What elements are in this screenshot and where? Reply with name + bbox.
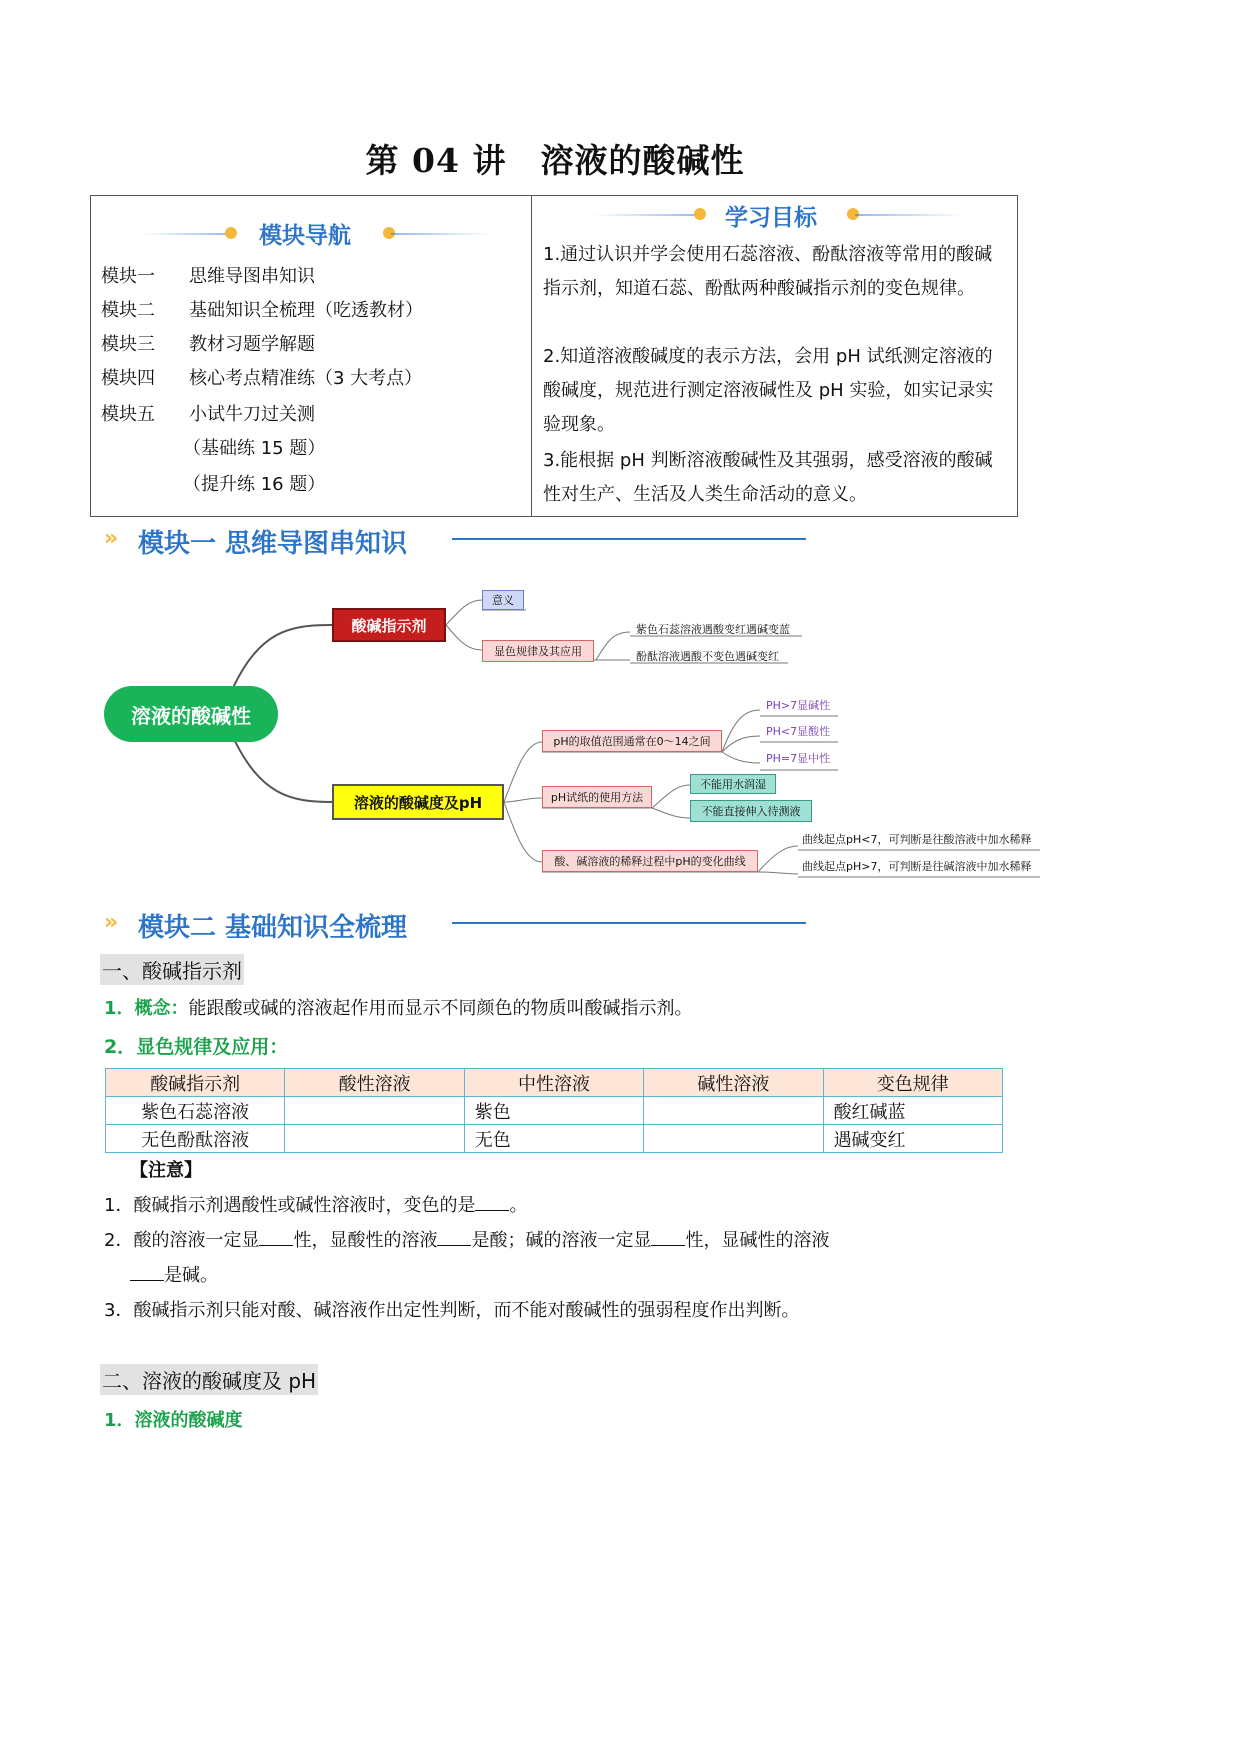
- section1-heading: 一、酸碱指示剂: [100, 954, 244, 985]
- mindmap-leaf-ph-lt7: PH<7显酸性: [766, 725, 831, 738]
- mindmap-leaf-acid-dilution: 曲线起点pH<7，可判断是往酸溶液中加水稀释: [802, 833, 1032, 846]
- table-cell: 遇碱变红: [823, 1125, 1002, 1153]
- module2-rule: [452, 922, 806, 924]
- mindmap-leaf-litmus: 紫色石蕊溶液遇酸变红遇碱变蓝: [636, 623, 790, 636]
- table-header: 酸碱指示剂: [106, 1069, 285, 1097]
- mindmap-leaf-no-insert: 不能直接伸入待测液: [690, 800, 812, 822]
- table-cell: [644, 1125, 823, 1153]
- color-rule-label: 2．显色规律及应用：: [104, 1036, 289, 1058]
- table-cell: 紫色: [464, 1097, 643, 1125]
- nav-value-4: 核心考点精准练（3 大考点）: [189, 368, 423, 389]
- goal-item-3: 3.能根据 pH 判断溶液酸碱性及其强弱，感受溶液的酸碱性对生产、生活及人类生命活动的意义。: [543, 450, 993, 505]
- nav-header: 模块导航: [259, 223, 351, 249]
- note-2: [104, 1226, 829, 1252]
- ph-subheading: 1．溶液的酸碱度: [104, 1410, 243, 1431]
- note-1: [104, 1191, 527, 1217]
- note-3: 3．酸碱指示剂只能对酸、碱溶液作出定性判断，而不能对酸碱性的强弱程度作出判断。: [104, 1300, 800, 1321]
- goal-item-2: 2.知道溶液酸碱度的表示方法，会用 pH 试纸测定溶液的酸碱度，规范进行测定溶液碱性及 pH 实验，如实记录实验现象。: [543, 346, 994, 435]
- mindmap-root: 溶液的酸碱性: [104, 686, 278, 742]
- fill-blank[interactable]: [651, 1227, 685, 1246]
- note-2-text-c: 是酸；碱的溶液一定显: [471, 1230, 652, 1251]
- note-2-text-d: 性，显碱性的溶液: [685, 1230, 830, 1251]
- table-cell: [644, 1097, 823, 1125]
- nav-key-4: 模块四: [101, 368, 155, 389]
- module2-title: 模块二 基础知识全梳理: [138, 913, 408, 943]
- mindmap-branch-indicator: 酸碱指示剂: [332, 608, 446, 642]
- table-header: 酸性溶液: [285, 1069, 464, 1097]
- overview-box: [90, 195, 1018, 517]
- fill-blank[interactable]: [437, 1227, 471, 1246]
- mindmap-leaf-ph-eq7: PH=7显中性: [766, 752, 831, 765]
- mindmap-node-ph-range: pH的取值范围通常在0～14之间: [542, 730, 722, 752]
- table-header: 中性溶液: [464, 1069, 643, 1097]
- module1-rule: [452, 538, 806, 540]
- table-cell: [285, 1097, 464, 1125]
- note-2-text-a: 2．酸的溶液一定显: [104, 1230, 260, 1251]
- nav-row-1: [101, 262, 155, 288]
- note-1-text: 1．酸碱指示剂遇酸性或碱性溶液时，变色的是: [104, 1195, 476, 1216]
- mindmap-node-dilution-curve: 酸、碱溶液的稀释过程中pH的变化曲线: [542, 850, 758, 872]
- fill-blank[interactable]: [130, 1262, 164, 1281]
- note-2-text-b: 性，显酸性的溶液: [293, 1230, 438, 1251]
- nav-header-dot-left: [225, 227, 237, 239]
- box-divider: [531, 196, 532, 516]
- mindmap-leaf-phenolphthalein: 酚酞溶液遇酸不变色遇碱变红: [636, 650, 779, 663]
- goal-header-line-left: [591, 214, 701, 216]
- mindmap-branch-ph: 溶液的酸碱度及pH: [332, 784, 504, 820]
- note-title: 【注意】: [130, 1160, 202, 1181]
- concept-label: 1．概念：: [104, 998, 189, 1019]
- nav-header-line-left: [141, 233, 231, 235]
- nav-sub-advanced: （提升练 16 题）: [183, 474, 326, 495]
- mindmap-leaf-base-dilution: 曲线起点pH>7，可判断是往碱溶液中加水稀释: [802, 860, 1032, 873]
- table-cell: [285, 1125, 464, 1153]
- nav-key-5: 模块五: [101, 404, 155, 425]
- fill-blank[interactable]: [259, 1227, 293, 1246]
- nav-value-2: 基础知识全梳理（吃透教材）: [189, 300, 423, 321]
- table-cell: 酸红碱蓝: [823, 1097, 1002, 1125]
- table-cell: 无色酚酞溶液: [106, 1125, 285, 1153]
- table-cell: 无色: [464, 1125, 643, 1153]
- note-2-text-e: 是碱。: [164, 1265, 218, 1286]
- note-2-cont: [130, 1261, 218, 1287]
- nav-value-5: 小试牛刀过关测: [189, 404, 315, 425]
- goal-header-dot-left: [694, 208, 706, 220]
- table-header-row: [106, 1069, 1003, 1097]
- module2-chevron-icon: »: [104, 910, 119, 935]
- indicator-table: [105, 1068, 1003, 1153]
- nav-key: 模块一: [101, 266, 155, 287]
- nav-sub-basic: （基础练 15 题）: [183, 438, 326, 459]
- nav-header-line-right: [391, 233, 491, 235]
- nav-key-2: 模块二: [101, 300, 155, 321]
- goal-item-1: 1.通过认识并学会使用石蕊溶液、酚酞溶液等常用的酸碱指示剂，知道石蕊、酚酞两种酸碱指示剂的变色规律。: [543, 244, 993, 299]
- nav-value-1: 思维导图串知识: [189, 266, 315, 287]
- fill-blank[interactable]: [475, 1192, 509, 1211]
- mindmap-leaf-no-wet: 不能用水润湿: [690, 774, 776, 794]
- table-header: 变色规律: [823, 1069, 1002, 1097]
- page-title: 第 04 讲 溶液的酸碱性: [365, 141, 745, 180]
- concept-text: 能跟酸或碱的溶液起作用而显示不同颜色的物质叫酸碱指示剂。: [188, 998, 693, 1019]
- mindmap-node-meaning: 意义: [482, 590, 524, 610]
- goals-header: 学习目标: [725, 205, 817, 231]
- nav-key-3: 模块三: [101, 334, 155, 355]
- mindmap-node-ph-paper: pH试纸的使用方法: [542, 786, 652, 808]
- module1-title: 模块一 思维导图串知识: [138, 529, 408, 559]
- table-cell: 紫色石蕊溶液: [106, 1097, 285, 1125]
- table-row: [106, 1125, 1003, 1153]
- module1-chevron-icon: »: [104, 526, 119, 551]
- goal-header-line-right: [855, 214, 965, 216]
- table-header: 碱性溶液: [644, 1069, 823, 1097]
- section2-heading: 二、溶液的酸碱度及 pH: [100, 1364, 318, 1395]
- table-row: [106, 1097, 1003, 1125]
- note-1-end: 。: [509, 1195, 528, 1216]
- nav-value-3: 教材习题学解题: [189, 334, 315, 355]
- mindmap-node-color-rule: 显色规律及其应用: [482, 640, 594, 662]
- mindmap-leaf-ph-gt7: PH>7显碱性: [766, 699, 831, 712]
